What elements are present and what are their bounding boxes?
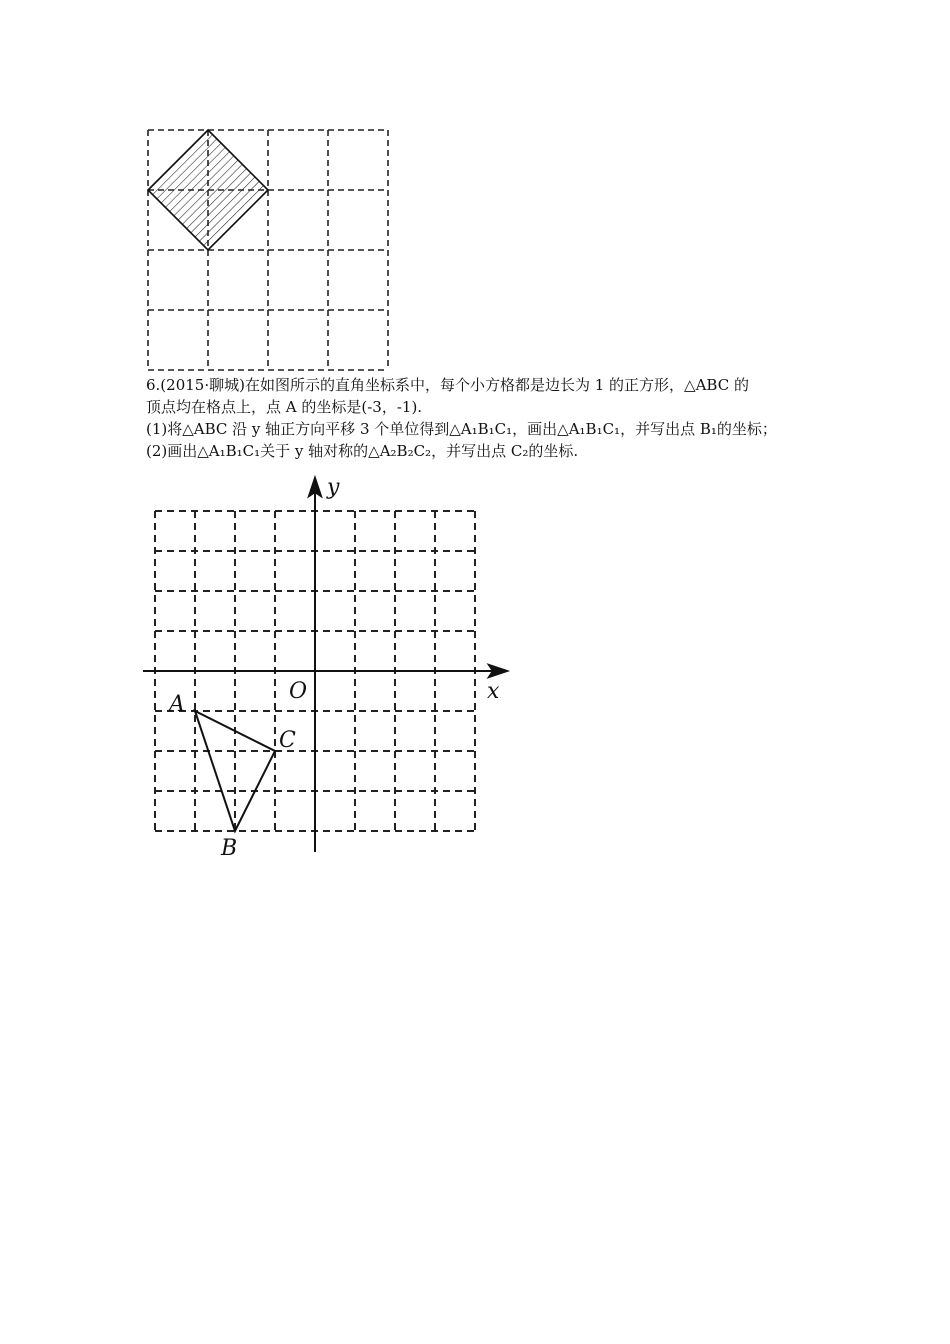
problem-line-2: 顶点均在格点上，点 A 的坐标是(-3，-1). — [146, 398, 423, 416]
x-axis-label: x — [487, 679, 500, 704]
point-label-b: B — [221, 836, 238, 856]
origin-label: O — [289, 679, 308, 704]
problem-line-4: (2)画出△A₁B₁C₁关于 y 轴对称的△A₂B₂C₂，并写出点 C₂的坐标. — [146, 442, 579, 460]
point-label-a: A — [169, 692, 185, 717]
problem-line-1: 6.(2015·聊城)在如图所示的直角坐标系中，每个小方格都是边长为 1 的正方形，△ABC 的 — [146, 376, 749, 394]
problem-text — [146, 374, 826, 462]
axes — [143, 478, 507, 852]
grid-figure-square — [140, 122, 396, 378]
coordinate-figure — [143, 470, 511, 856]
point-label-c: C — [279, 728, 296, 753]
problem-line-3: (1)将△ABC 沿 y 轴正方向平移 3 个单位得到△A₁B₁C₁，画出△A₁B₁C₁，并写出点 B₁的坐标； — [146, 420, 777, 438]
hatched-square — [148, 130, 268, 250]
y-axis-label: y — [327, 475, 340, 500]
